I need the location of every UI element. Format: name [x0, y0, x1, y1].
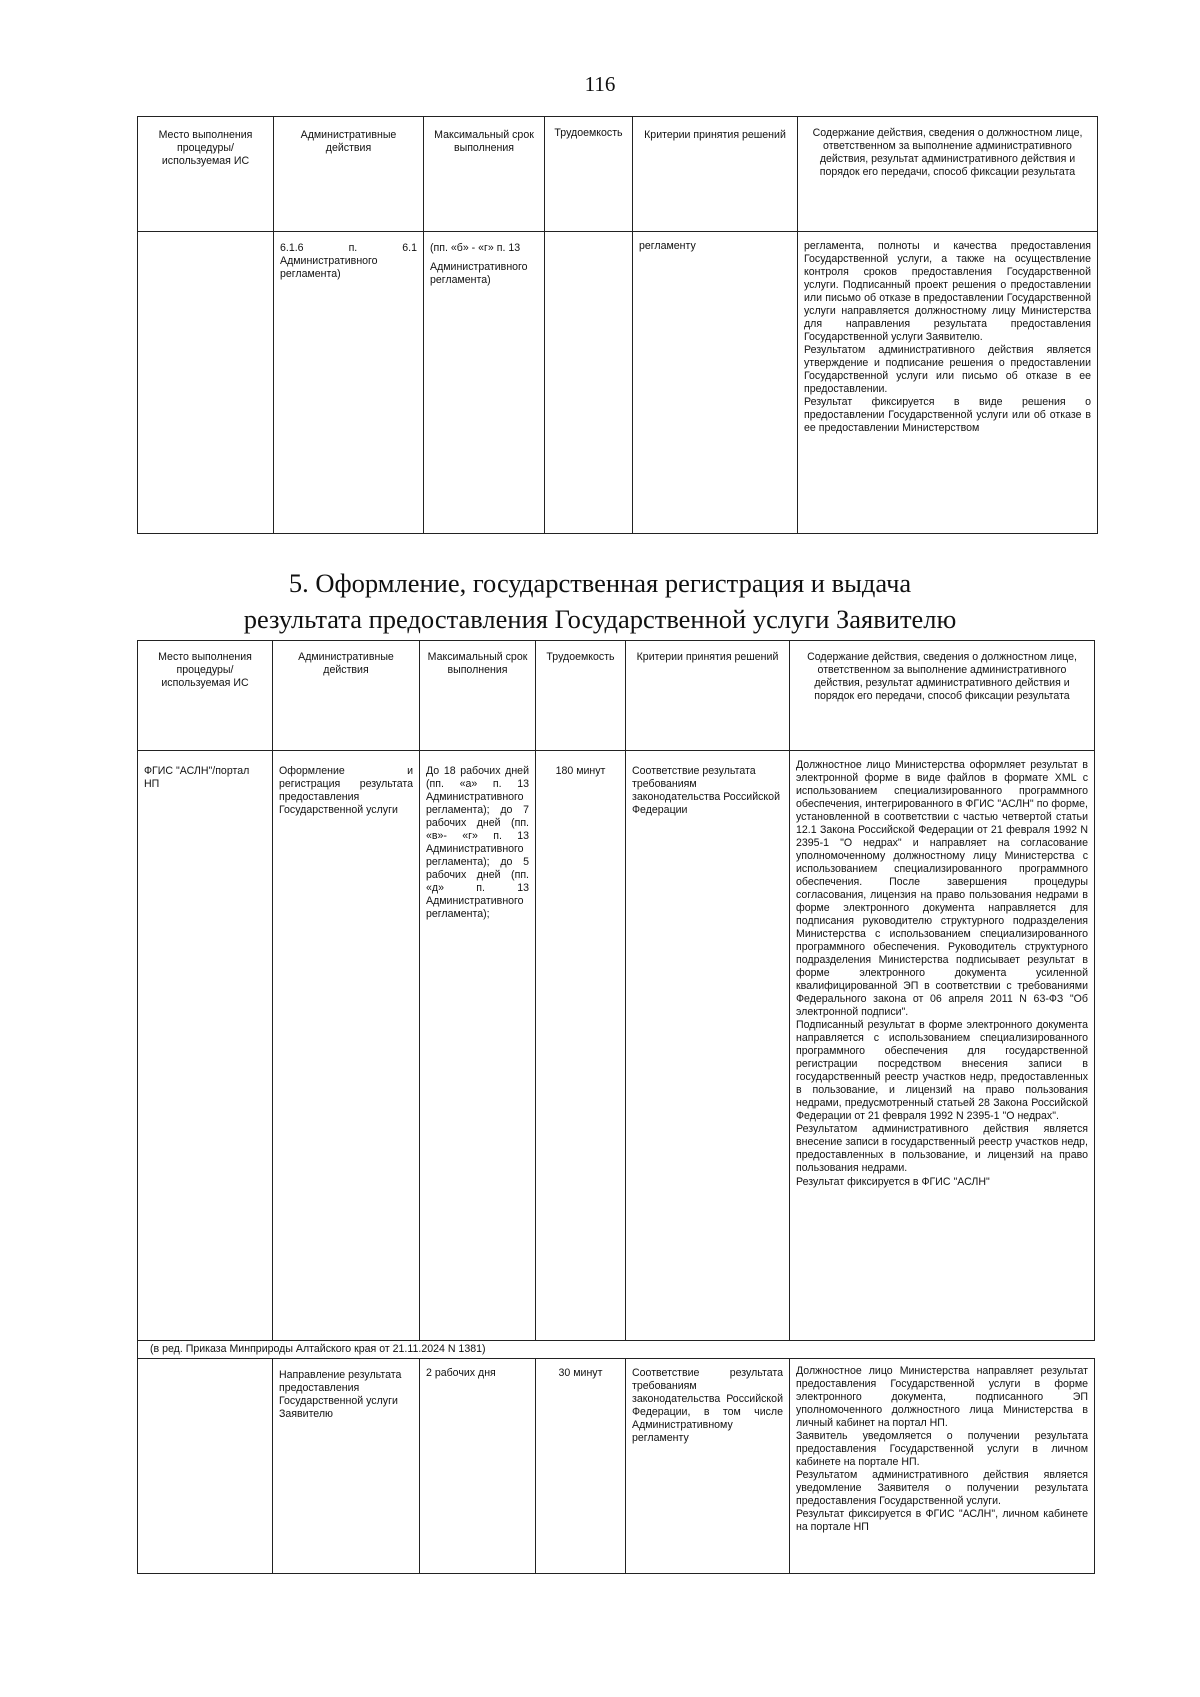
- header-content: Содержание действия, сведения о должностном лице, ответственном за выполнение административного действия, результат административного действия и порядок его передачи, способ фиксации результата: [798, 117, 1098, 232]
- section-title: [0, 565, 1200, 637]
- content-paragraph: Должностное лицо Министерства направляет результат предоставления Государственной услуги в форме электронного документа, подписанного ЭП уполномоченного должностного лица Министерства в личный кабинет на портал НП.: [796, 1365, 1088, 1430]
- cell-actions: Оформление и регистрация результата предоставления Государственной услуги: [273, 751, 420, 1341]
- table-row: [138, 751, 1095, 1341]
- content-paragraph: Подписанный результат в форме электронного документа направляется с использованием специализированного программного обеспечения для государственной регистрации посредством внесения записи в государственный реестр участков недр, предоставленных в пользование, и лицензий на право пользования недрами, предусмотренный статьей 28 Закона Российской Федерации от 21 февраля 1992 N 2395-1 "О недрах".: [796, 1019, 1088, 1123]
- content-paragraph: Результат фиксируется в ФГИС "АСЛН": [796, 1175, 990, 1188]
- cell-content: [790, 751, 1095, 1341]
- cell-max-term-line2: Административного регламента): [430, 261, 528, 287]
- table-header-row: [138, 117, 1098, 232]
- content-paragraph: Результатом административного действия является внесение записи в государственный реестр участков недр, предоставленных в пользование, и лицензий на право пользования недрами.: [796, 1123, 1088, 1175]
- cell-labor: 30 минут: [536, 1359, 626, 1574]
- header-max-term: Максимальный срок выполнения: [424, 117, 545, 232]
- content-paragraph: Результат фиксируется в ФГИС "АСЛН", личном кабинете на портале НП: [796, 1508, 1088, 1534]
- header-actions: Административные действия: [274, 117, 424, 232]
- content-paragraph: Заявитель уведомляется о получении результата предоставления Государственной услуги в личном кабинете на портале НП.: [796, 1430, 1088, 1469]
- content-paragraph: Результат фиксируется в виде решения о предоставлении Государственной услуги или об отказе в ее предоставлении Министерством: [804, 396, 1091, 435]
- cell-criteria: Соответствие результата требованиям законодательства Российской Федерации, в том числе Административному регламенту: [626, 1359, 790, 1574]
- cell-max-term: [424, 232, 545, 534]
- header-criteria: Критерии принятия решений: [626, 641, 790, 751]
- cell-actions: 6.1.6 п. 6.1 Административного регламента): [274, 232, 424, 534]
- content-paragraph: регламента, полноты и качества предоставления Государственной услуги, а также на осуществление контроля сроков предоставления Государственной услуги. Подписанный проект решения о предоставлении или письмо об отказе в предоставлении Государственной услуги направляется должностному лицу Министерства для направления результата предоставления Государственной услуги Заявителю.: [804, 240, 1091, 344]
- procedure-table-continued: [137, 116, 1098, 534]
- cell-labor: 180 минут: [536, 751, 626, 1341]
- procedure-table-section-5: [137, 640, 1095, 1574]
- section-title-line2: результата предоставления Государственной услуги Заявителю: [243, 604, 957, 635]
- cell-place: [138, 232, 274, 534]
- header-labor: Трудоемкость: [545, 117, 633, 232]
- cell-place: ФГИС "АСЛН"/портал НП: [138, 751, 273, 1341]
- cell-criteria: Соответствие результата требованиям законодательства Российской Федерации: [626, 751, 790, 1341]
- page-number: 116: [584, 72, 616, 96]
- cell-max-term: 2 рабочих дня: [420, 1359, 536, 1574]
- amendment-note: (в ред. Приказа Минприроды Алтайского края от 21.11.2024 N 1381): [138, 1341, 1095, 1359]
- cell-max-term: До 18 рабочих дней (пп. «а» п. 13 Административного регламента); до 7 рабочих дней (пп. «в»- «г» п. 13 Административного регламента); до 5 рабочих дней (пп. «д» п. 13 Административного регламента);: [420, 751, 536, 1341]
- header-content: Содержание действия, сведения о должностном лице, ответственном за выполнение административного действия, результат административного действия и порядок его передачи, способ фиксации результата: [790, 641, 1095, 751]
- table-row: [138, 232, 1098, 534]
- content-paragraph: Результатом административного действия является уведомление Заявителя о получении результата предоставления Государственной услуги.: [796, 1469, 1088, 1508]
- cell-content: [798, 232, 1098, 534]
- cell-labor: [545, 232, 633, 534]
- header-place: Место выполнения процедуры/используемая ИС: [138, 117, 274, 232]
- header-criteria: Критерии принятия решений: [633, 117, 798, 232]
- table-row: [138, 1359, 1095, 1574]
- section-title-line1: 5. Оформление, государственная регистрация и выдача: [288, 568, 912, 598]
- header-max-term: Максимальный срок выполнения: [420, 641, 536, 751]
- cell-max-term-line1: (пп. «б» - «г» п. 13: [430, 242, 521, 254]
- cell-content: [790, 1359, 1095, 1574]
- header-place: Место выполнения процедуры/используемая ИС: [138, 641, 273, 751]
- cell-criteria: регламенту: [633, 232, 798, 534]
- table-header-row: [138, 641, 1095, 751]
- content-paragraph: Результатом административного действия является утверждение и подписание решения о предоставлении Государственной услуги или письмо об отказе в ее предоставлении.: [804, 344, 1091, 396]
- header-actions: Административные действия: [273, 641, 420, 751]
- cell-actions: Направление результата предоставления Государственной услуги Заявителю: [273, 1359, 420, 1574]
- amendment-note-row: [138, 1341, 1095, 1359]
- header-labor: Трудоемкость: [536, 641, 626, 751]
- cell-place: [138, 1359, 273, 1574]
- content-paragraph: Должностное лицо Министерства оформляет результат в электронной форме в виде файлов в формате XML с использованием специализированного программного обеспечения, интегрированного в ФГИС "АСЛН" по форме, установленной в соответствии с частью четвертой статьи 12.1 Закона Российской Федерации от 21 февраля 1992 N 2395-1 "О недрах" и направляет на согласование уполномоченному должностному лицу Министерства с использованием специализированного программного обеспечения. После завершения процедуры согласования, лицензия на право пользования недрами в форме электронного документа направляется для подписания руководителю структурного подразделения Министерства с использованием специализированного программного обеспечения. Руководитель структурного подразделения Министерства подписывает результат в форме электронного документа усиленной квалифицированной ЭП в соответствии с требованиями Федерального закона от 06 апреля 2011 N 63-ФЗ "Об электронной подписи".: [796, 759, 1088, 1019]
